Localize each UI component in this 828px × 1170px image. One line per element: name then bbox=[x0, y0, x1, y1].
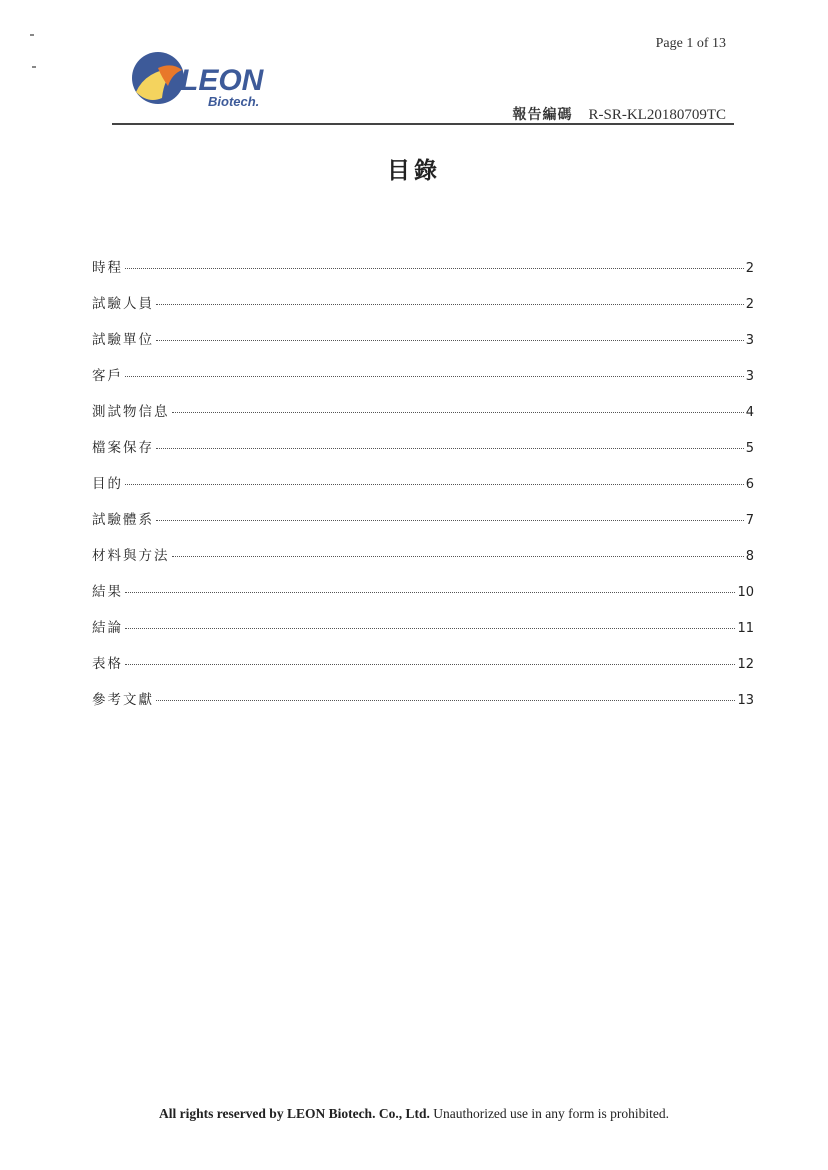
toc-entry-label: 結論 bbox=[92, 620, 123, 636]
usage-notice: Unauthorized use in any form is prohibited. bbox=[429, 1106, 670, 1121]
report-code-value: R-SR-KL20180709TC bbox=[588, 107, 726, 123]
company-logo bbox=[128, 48, 298, 110]
dot-leader bbox=[125, 628, 735, 629]
dot-leader bbox=[156, 520, 744, 521]
logo-wordmark: LEON bbox=[180, 64, 264, 97]
toc-entry[interactable] bbox=[92, 616, 754, 652]
dot-leader bbox=[125, 484, 744, 485]
toc-entry-label: 材料與方法 bbox=[92, 548, 170, 564]
toc-entry-label: 試驗體系 bbox=[92, 512, 154, 528]
dot-leader bbox=[156, 448, 744, 449]
dot-leader bbox=[156, 700, 735, 701]
toc-entry-label: 結果 bbox=[92, 584, 123, 600]
toc-entry-page: 2 bbox=[745, 297, 754, 312]
toc-entry-page: 10 bbox=[737, 585, 754, 600]
dot-leader bbox=[172, 556, 744, 557]
dot-leader bbox=[125, 664, 735, 665]
report-code-label: 報告編碼 bbox=[512, 107, 573, 123]
toc-entry[interactable] bbox=[92, 508, 754, 544]
toc-entry-label: 目的 bbox=[92, 476, 123, 492]
logo-subtext: Biotech. bbox=[208, 94, 260, 109]
toc-entry-label: 試驗人員 bbox=[92, 296, 154, 312]
toc-entry-page: 8 bbox=[745, 549, 754, 564]
toc-entry-label: 試驗單位 bbox=[92, 332, 154, 348]
dot-leader bbox=[125, 268, 744, 269]
toc-entry-label: 檔案保存 bbox=[92, 440, 154, 456]
toc-entry[interactable] bbox=[92, 328, 754, 364]
toc-entry-page: 5 bbox=[745, 441, 754, 456]
dot-leader bbox=[125, 376, 744, 377]
toc-entry[interactable] bbox=[92, 652, 754, 688]
toc-entry-label: 時程 bbox=[92, 260, 123, 276]
toc-entry-page: 11 bbox=[737, 621, 754, 636]
toc-entry[interactable] bbox=[92, 436, 754, 472]
scan-artifact-mark bbox=[32, 66, 36, 68]
toc-entry-page: 13 bbox=[737, 693, 754, 708]
dot-leader bbox=[172, 412, 744, 413]
copyright-footer bbox=[0, 1106, 828, 1122]
header-divider bbox=[112, 123, 734, 125]
toc-entry-page: 3 bbox=[745, 369, 754, 384]
page-indicator: Page 1 of 13 bbox=[655, 36, 726, 51]
toc-entry-label: 測試物信息 bbox=[92, 404, 170, 420]
toc-entry[interactable] bbox=[92, 400, 754, 436]
toc-entry-page: 12 bbox=[737, 657, 754, 672]
toc-entry[interactable] bbox=[92, 580, 754, 616]
dot-leader bbox=[156, 304, 744, 305]
toc-entry-label: 參考文獻 bbox=[92, 692, 154, 708]
toc-entry-page: 2 bbox=[745, 261, 754, 276]
toc-entry-label: 表格 bbox=[92, 656, 123, 672]
toc-entry-page: 4 bbox=[745, 405, 754, 420]
toc-entry[interactable] bbox=[92, 544, 754, 580]
toc-entry-page: 7 bbox=[745, 513, 754, 528]
toc-entry-page: 3 bbox=[745, 333, 754, 348]
dot-leader bbox=[156, 340, 744, 341]
toc-entry-page: 6 bbox=[745, 477, 754, 492]
table-of-contents bbox=[92, 256, 754, 724]
toc-entry[interactable] bbox=[92, 256, 754, 292]
toc-entry-label: 客戶 bbox=[92, 368, 123, 384]
copyright-notice: All rights reserved by LEON Biotech. Co., Ltd. bbox=[158, 1106, 430, 1121]
toc-entry[interactable] bbox=[92, 688, 754, 724]
report-code bbox=[512, 104, 726, 124]
scan-artifact-mark bbox=[30, 34, 34, 36]
toc-entry[interactable] bbox=[92, 364, 754, 400]
dot-leader bbox=[125, 592, 735, 593]
page-title: 目錄 bbox=[387, 158, 441, 184]
toc-entry[interactable] bbox=[92, 472, 754, 508]
toc-entry[interactable] bbox=[92, 292, 754, 328]
